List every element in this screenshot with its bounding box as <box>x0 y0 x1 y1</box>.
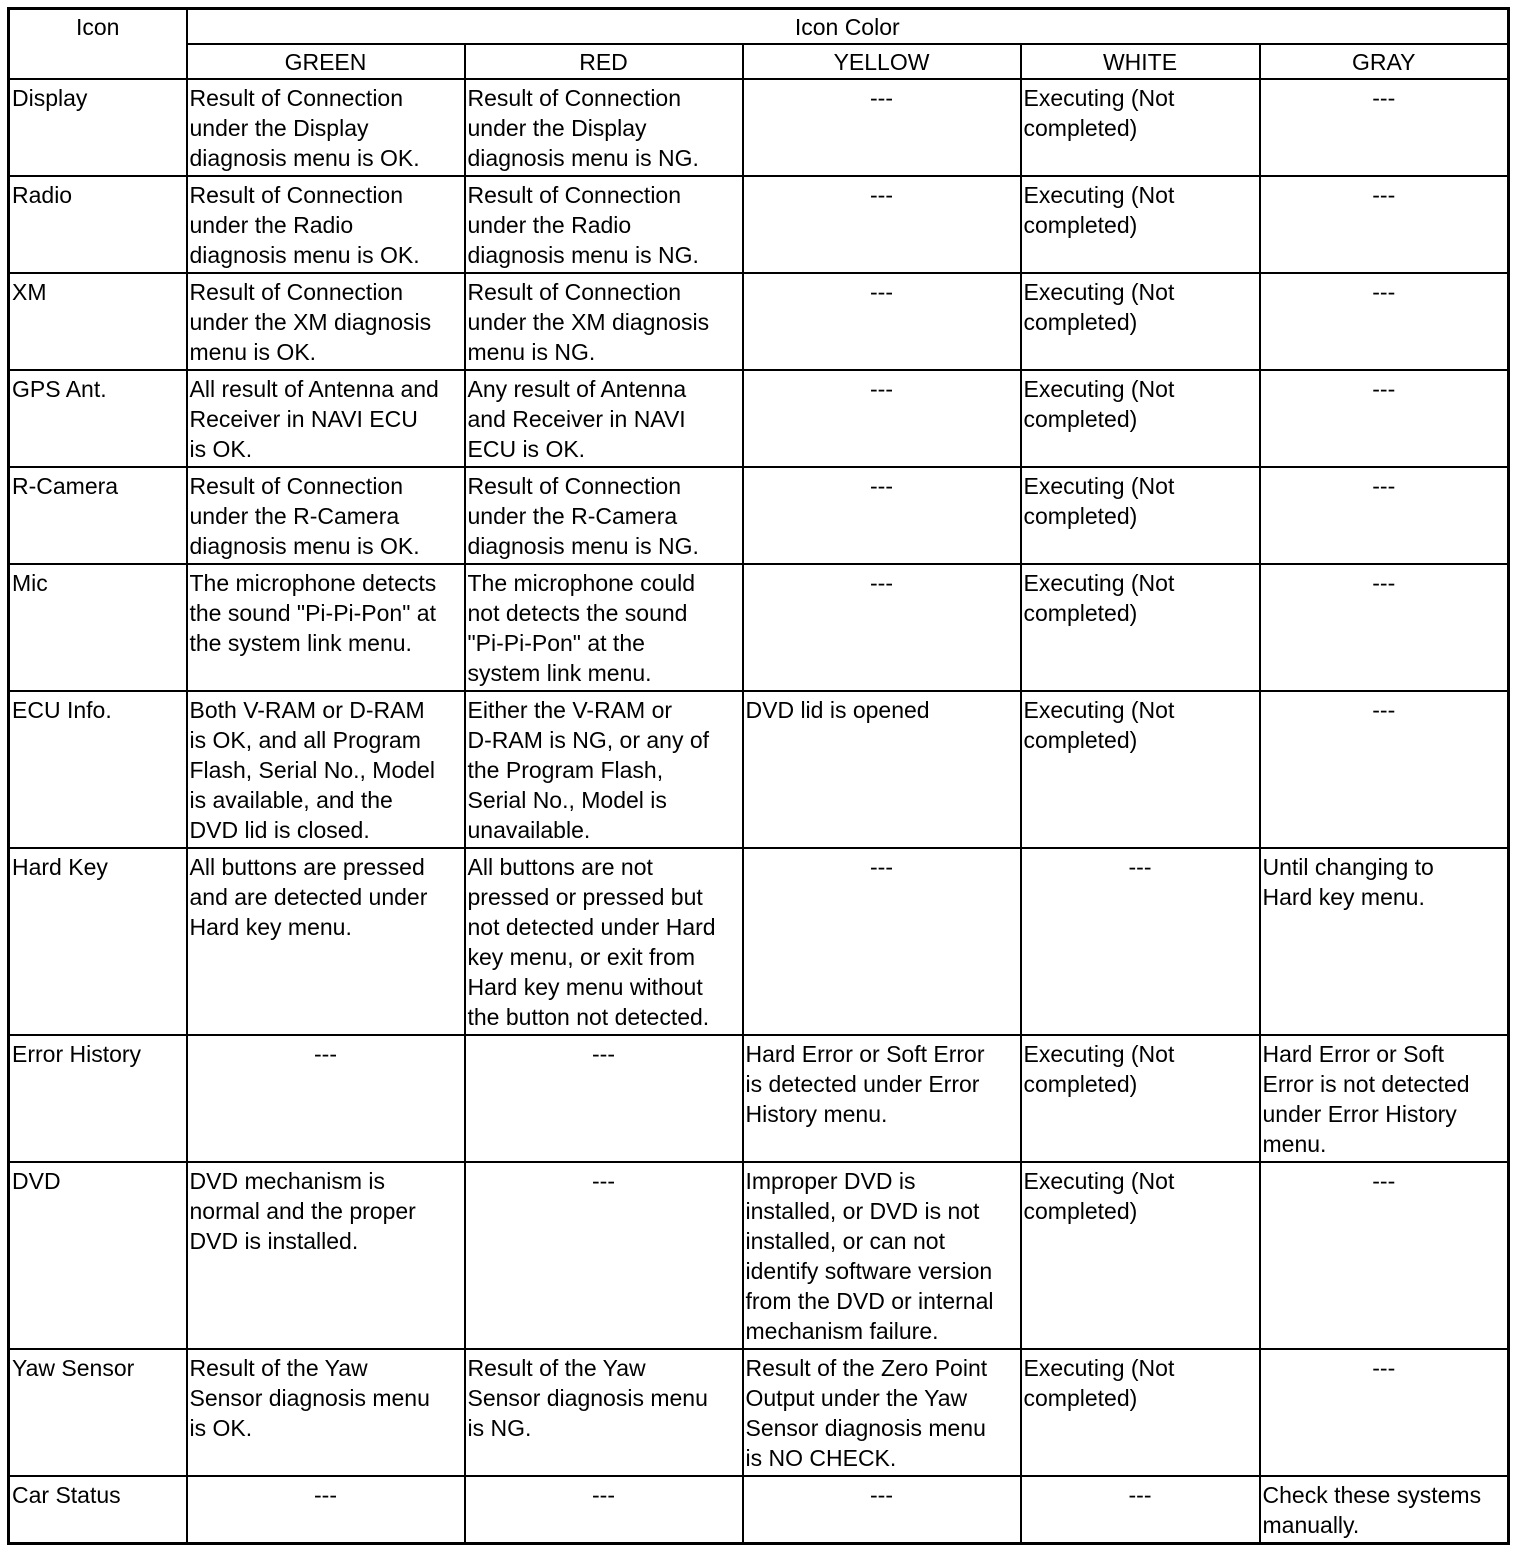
color-header-green: GREEN <box>187 44 465 79</box>
white-cell: Executing (Not completed) <box>1021 273 1260 370</box>
icon-name-cell: GPS Ant. <box>9 370 187 467</box>
icon-name-cell: ECU Info. <box>9 691 187 848</box>
icon-color-table <box>7 7 1510 1545</box>
green-cell: Both V-RAM or D-RAM is OK, and all Program Flash, Serial No., Model is available, and the DVD lid is closed. <box>187 691 465 848</box>
white-cell: Executing (Not completed) <box>1021 1162 1260 1349</box>
table-row <box>9 1035 1509 1162</box>
green-cell: Result of Connection under the Display diagnosis menu is OK. <box>187 79 465 176</box>
table-row <box>9 848 1509 1035</box>
yellow-cell: --- <box>743 273 1021 370</box>
table-row <box>9 691 1509 848</box>
green-cell: DVD mechanism is normal and the proper DVD is installed. <box>187 1162 465 1349</box>
yellow-cell: Improper DVD is installed, or DVD is not installed, or can not identify software version from the DVD or internal mechanism failure. <box>743 1162 1021 1349</box>
white-cell: --- <box>1021 1476 1260 1544</box>
yellow-cell: --- <box>743 1476 1021 1544</box>
yellow-cell: --- <box>743 176 1021 273</box>
red-cell: --- <box>465 1035 743 1162</box>
red-cell: Result of Connection under the R-Camera diagnosis menu is NG. <box>465 467 743 564</box>
icon-color-table-container <box>7 7 1510 1545</box>
table-body <box>9 79 1509 1544</box>
gray-cell: --- <box>1260 691 1509 848</box>
green-cell: --- <box>187 1035 465 1162</box>
red-cell: --- <box>465 1162 743 1349</box>
color-header-yellow: YELLOW <box>743 44 1021 79</box>
gray-cell: --- <box>1260 176 1509 273</box>
yellow-cell: --- <box>743 564 1021 691</box>
gray-cell: --- <box>1260 79 1509 176</box>
gray-cell: --- <box>1260 467 1509 564</box>
yellow-cell: --- <box>743 79 1021 176</box>
red-cell: All buttons are not pressed or pressed but not detected under Hard key menu, or exit from Hard key menu without the button not detected. <box>465 848 743 1035</box>
red-cell: --- <box>465 1476 743 1544</box>
gray-cell: --- <box>1260 1349 1509 1476</box>
green-cell: Result of the Yaw Sensor diagnosis menu is OK. <box>187 1349 465 1476</box>
white-cell: Executing (Not completed) <box>1021 1035 1260 1162</box>
color-header-white: WHITE <box>1021 44 1260 79</box>
yellow-cell: --- <box>743 370 1021 467</box>
gray-cell: --- <box>1260 1162 1509 1349</box>
table-row <box>9 1349 1509 1476</box>
red-cell: Either the V-RAM or D-RAM is NG, or any of the Program Flash, Serial No., Model is unavailable. <box>465 691 743 848</box>
yellow-cell: --- <box>743 848 1021 1035</box>
white-cell: Executing (Not completed) <box>1021 1349 1260 1476</box>
green-cell: Result of Connection under the Radio diagnosis menu is OK. <box>187 176 465 273</box>
gray-cell: Until changing to Hard key menu. <box>1260 848 1509 1035</box>
table-row <box>9 176 1509 273</box>
icon-name-cell: Mic <box>9 564 187 691</box>
red-cell: Result of Connection under the XM diagnosis menu is NG. <box>465 273 743 370</box>
icon-name-cell: Car Status <box>9 1476 187 1544</box>
icon-name-cell: Error History <box>9 1035 187 1162</box>
green-cell: The microphone detects the sound "Pi-Pi-Pon" at the system link menu. <box>187 564 465 691</box>
green-cell: Result of Connection under the XM diagnosis menu is OK. <box>187 273 465 370</box>
table-row <box>9 1162 1509 1349</box>
table-row <box>9 1476 1509 1544</box>
icon-name-cell: Display <box>9 79 187 176</box>
table-row <box>9 564 1509 691</box>
icon-name-cell: Yaw Sensor <box>9 1349 187 1476</box>
icon-name-cell: XM <box>9 273 187 370</box>
gray-cell: --- <box>1260 370 1509 467</box>
table-row <box>9 467 1509 564</box>
red-cell: The microphone could not detects the sound "Pi-Pi-Pon" at the system link menu. <box>465 564 743 691</box>
white-cell: Executing (Not completed) <box>1021 176 1260 273</box>
green-cell: All buttons are pressed and are detected under Hard key menu. <box>187 848 465 1035</box>
green-cell: --- <box>187 1476 465 1544</box>
gray-cell: Check these systems manually. <box>1260 1476 1509 1544</box>
gray-cell: --- <box>1260 273 1509 370</box>
red-cell: Result of Connection under the Radio diagnosis menu is NG. <box>465 176 743 273</box>
white-cell: Executing (Not completed) <box>1021 79 1260 176</box>
yellow-cell: Hard Error or Soft Error is detected under Error History menu. <box>743 1035 1021 1162</box>
green-cell: All result of Antenna and Receiver in NAVI ECU is OK. <box>187 370 465 467</box>
green-cell: Result of Connection under the R-Camera diagnosis menu is OK. <box>187 467 465 564</box>
yellow-cell: DVD lid is opened <box>743 691 1021 848</box>
gray-cell: Hard Error or Soft Error is not detected under Error History menu. <box>1260 1035 1509 1162</box>
gray-cell: --- <box>1260 564 1509 691</box>
icon-column-header: Icon <box>9 9 187 80</box>
icon-name-cell: R-Camera <box>9 467 187 564</box>
table-row <box>9 273 1509 370</box>
red-cell: Any result of Antenna and Receiver in NAVI ECU is OK. <box>465 370 743 467</box>
white-cell: --- <box>1021 848 1260 1035</box>
icon-color-group-header: Icon Color <box>187 9 1509 45</box>
white-cell: Executing (Not completed) <box>1021 467 1260 564</box>
red-cell: Result of Connection under the Display diagnosis menu is NG. <box>465 79 743 176</box>
icon-name-cell: Hard Key <box>9 848 187 1035</box>
color-header-red: RED <box>465 44 743 79</box>
icon-name-cell: DVD <box>9 1162 187 1349</box>
white-cell: Executing (Not completed) <box>1021 691 1260 848</box>
red-cell: Result of the Yaw Sensor diagnosis menu is NG. <box>465 1349 743 1476</box>
white-cell: Executing (Not completed) <box>1021 370 1260 467</box>
table-row <box>9 370 1509 467</box>
icon-name-cell: Radio <box>9 176 187 273</box>
white-cell: Executing (Not completed) <box>1021 564 1260 691</box>
color-header-gray: GRAY <box>1260 44 1509 79</box>
table-row <box>9 79 1509 176</box>
yellow-cell: --- <box>743 467 1021 564</box>
yellow-cell: Result of the Zero Point Output under the Yaw Sensor diagnosis menu is NO CHECK. <box>743 1349 1021 1476</box>
